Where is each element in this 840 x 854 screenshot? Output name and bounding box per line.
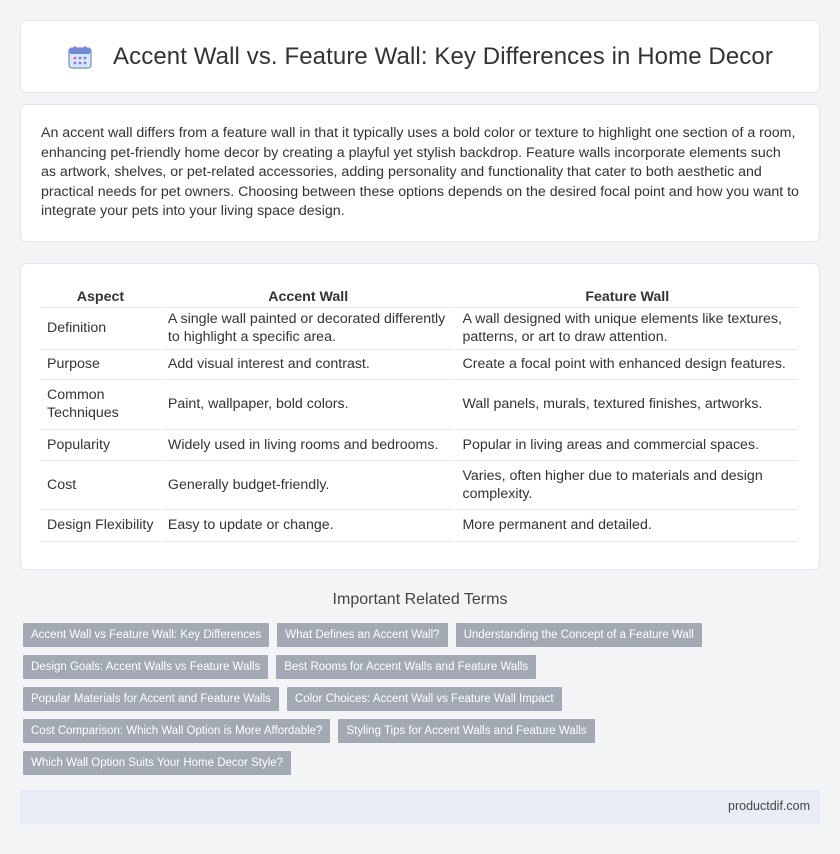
related-terms-list bbox=[23, 623, 823, 783]
table-cell-accent: Paint, wallpaper, bold colors. bbox=[161, 379, 456, 429]
related-term-link[interactable]: Design Goals: Accent Walls vs Feature Walls bbox=[23, 655, 268, 679]
tag-row bbox=[23, 687, 823, 711]
comparison-table-card bbox=[20, 263, 820, 570]
table-cell-aspect: Common Techniques bbox=[41, 379, 161, 429]
header-accent-wall: Accent Wall bbox=[161, 284, 456, 307]
tag-row bbox=[23, 719, 823, 743]
tag-row bbox=[23, 751, 823, 775]
table-cell-feature: A wall designed with unique elements like textures, patterns, or art to draw attention. bbox=[455, 307, 798, 349]
related-term-link[interactable]: Accent Wall vs Feature Wall: Key Differences bbox=[23, 623, 269, 647]
intro-card bbox=[20, 104, 820, 242]
intro-text: An accent wall differs from a feature wall in that it typically uses a bold color or texture to highlight one section of a room, enhancing pet-friendly home decor by creating a playful yet stylish backdrop. Feature walls incorporate elements such as artwork, shelves, or pet-related accessories, adding personality and functionality that cater to both aesthetic and practical needs for pet owners. Choosing between these options depends on the desired focal point and how you want to integrate your pets into your living space design. bbox=[41, 125, 799, 220]
footer-site-name: productdif.com bbox=[728, 799, 810, 813]
header-feature-wall: Feature Wall bbox=[455, 284, 798, 307]
table-header-row bbox=[41, 284, 798, 307]
table-cell-accent: Widely used in living rooms and bedrooms. bbox=[161, 429, 456, 460]
table-cell-accent: Add visual interest and contrast. bbox=[161, 349, 456, 379]
table-cell-aspect: Cost bbox=[41, 460, 161, 509]
comparison-table bbox=[41, 284, 799, 542]
table-cell-accent: Easy to update or change. bbox=[161, 509, 456, 541]
header-aspect: Aspect bbox=[41, 284, 161, 307]
table-row bbox=[41, 429, 798, 460]
table-row bbox=[41, 460, 798, 509]
header-card bbox=[20, 20, 820, 93]
related-term-link[interactable]: Popular Materials for Accent and Feature Walls bbox=[23, 687, 279, 711]
tag-row bbox=[23, 623, 823, 647]
related-terms-title: Important Related Terms bbox=[332, 591, 508, 608]
related-term-link[interactable]: What Defines an Accent Wall? bbox=[277, 623, 447, 647]
table-cell-feature: More permanent and detailed. bbox=[455, 509, 798, 541]
title-wrap bbox=[67, 43, 773, 71]
table-cell-feature: Popular in living areas and commercial spaces. bbox=[455, 429, 798, 460]
related-term-link[interactable]: Understanding the Concept of a Feature Wall bbox=[456, 623, 702, 647]
table-row bbox=[41, 379, 798, 429]
related-term-link[interactable]: Color Choices: Accent Wall vs Feature Wall Impact bbox=[287, 687, 562, 711]
table-cell-aspect: Design Flexibility bbox=[41, 509, 161, 541]
table-cell-feature: Wall panels, murals, textured finishes, artworks. bbox=[455, 379, 798, 429]
related-term-link[interactable]: Styling Tips for Accent Walls and Feature Walls bbox=[338, 719, 594, 743]
table-cell-aspect: Definition bbox=[41, 307, 161, 349]
table-cell-feature: Create a focal point with enhanced design features. bbox=[455, 349, 798, 379]
table-cell-aspect: Popularity bbox=[41, 429, 161, 460]
calendar-icon bbox=[67, 44, 93, 70]
table-cell-aspect: Purpose bbox=[41, 349, 161, 379]
page-title: Accent Wall vs. Feature Wall: Key Differences in Home Decor bbox=[113, 42, 773, 70]
related-term-link[interactable]: Cost Comparison: Which Wall Option is More Affordable? bbox=[23, 719, 330, 743]
footer bbox=[20, 790, 820, 824]
table-cell-accent: A single wall painted or decorated differently to highlight a specific area. bbox=[161, 307, 456, 349]
table-row bbox=[41, 307, 798, 349]
related-term-link[interactable]: Best Rooms for Accent Walls and Feature Walls bbox=[276, 655, 536, 679]
table-cell-feature: Varies, often higher due to materials and design complexity. bbox=[455, 460, 798, 509]
table-row bbox=[41, 509, 798, 541]
table-cell-accent: Generally budget-friendly. bbox=[161, 460, 456, 509]
related-term-link[interactable]: Which Wall Option Suits Your Home Decor Style? bbox=[23, 751, 291, 775]
tag-row bbox=[23, 655, 823, 679]
table-row bbox=[41, 349, 798, 379]
